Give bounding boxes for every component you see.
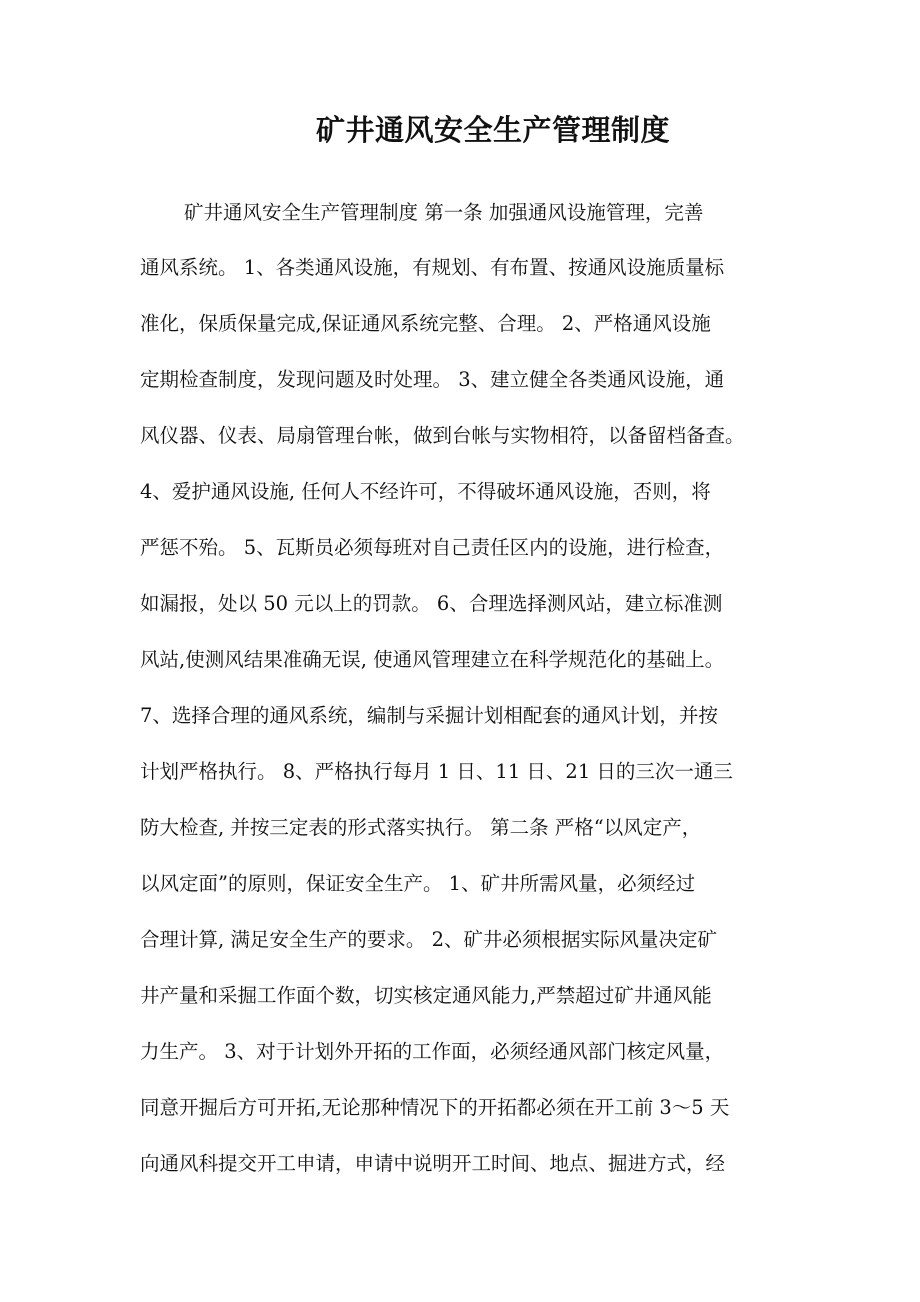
text-line: 以风定面”的原则，保证安全生产。 1、矿井所需风量，必须经过 [140,872,696,895]
text-line: 合理计算, 满足安全生产的要求。 2、矿井必须根据实际风量决定矿 [140,928,718,951]
text-line: 7、选择合理的通风系统，编制与采掘计划相配套的通风计划，并按 [140,704,718,727]
document-title: 矿井通风安全生产管理制度 [315,113,670,147]
text-line: 计划严格执行。 8、严格执行每月 1 日、11 日、21 日的三次一通三 [140,760,733,783]
text-line: 力生产。 3、对于计划外开拓的工作面，必须经通风部门核定风量， [140,1040,725,1063]
text-line: 严惩不殆。 5、瓦斯员必须每班对自己责任区内的设施，进行检查， [140,536,725,559]
text-line: 防大检查, 并按三定表的形式落实执行。 第二条 严格“以风定产， [140,816,702,839]
text-line: 风站,使测风结果准确无误, 使通风管理建立在科学规范化的基础上。 [140,648,725,671]
text-line: 通风系统。 1、各类通风设施，有规划、有布置、按通风设施质量标 [140,256,725,279]
text-line: 如漏报，处以 50 元以上的罚款。 6、合理选择测风站，建立标准测 [140,592,723,615]
text-line: 4、爱护通风设施, 任何人不经许可，不得破坏通风设施，否则，将 [140,480,711,503]
text-line: 同意开掘后方可开拓,无论那种情况下的开拓都必须在开工前 3～5 天 [140,1096,730,1119]
text-line: 向通风科提交开工申请，申请中说明开工时间、地点、掘进方式，经 [140,1152,726,1175]
text-line: 井产量和采掘工作面个数，切实核定通风能力,严禁超过矿井通风能 [140,984,712,1007]
text-line: 准化，保质保量完成,保证通风系统完整、合理。 2、严格通风设施 [140,312,711,335]
text-line: 风仪器、仪表、局扇管理台帐，做到台帐与实物相符，以备留档备查。 [140,424,745,447]
text-line: 矿井通风安全生产管理制度 第一条 加强通风设施管理，完善 [184,201,704,224]
text-line: 定期检查制度，发现问题及时处理。 3、建立健全各类通风设施，通 [140,368,725,391]
